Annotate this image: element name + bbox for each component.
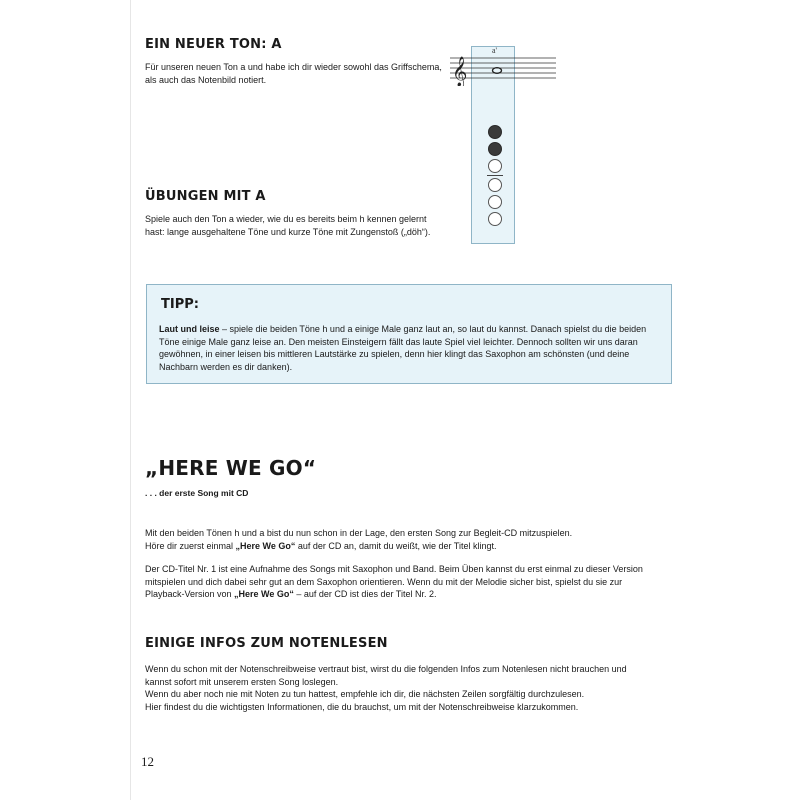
tip-text xyxy=(159,323,665,373)
fingering-separator xyxy=(487,175,503,176)
page-edge xyxy=(130,0,131,800)
section-title-new-tone: EIN NEUER TON: A xyxy=(145,37,282,52)
info-text xyxy=(145,663,655,713)
info-p3: Hier findest du die wichtigsten Informationen, die du brauchst, um mit der Notenschreibweise klarzukommen. xyxy=(145,701,579,712)
page-number: 12 xyxy=(141,754,154,769)
fingering-hole-6 xyxy=(488,212,502,226)
song-p3-pre: Der CD-Titel Nr. 1 ist eine Aufnahme des Songs mit Saxophon und Band. Beim Üben kannst du erst einmal zu dieser Version mitspielen und dich dabei sehr gut an dem Saxophon orientieren. Wenn du mit der Melodie sicher bist, spielst du sie zur Playback-Version von xyxy=(145,564,643,599)
new-tone-text: Für unseren neuen Ton a und habe ich dir wieder sowohl das Griffschema, als auch das Notenbild notiert. xyxy=(145,62,442,85)
song-p2-post: auf der CD an, damit du weißt, wie der Titel klingt. xyxy=(295,540,497,551)
whole-note xyxy=(493,68,502,74)
song-paragraph-1 xyxy=(145,527,665,552)
song-subtitle: . . . der erste Song mit CD xyxy=(145,488,249,498)
tip-box xyxy=(146,284,672,384)
fingering-hole-2 xyxy=(488,142,502,156)
song-p1-text: Mit den beiden Tönen h und a bist du nun schon in der Lage, den ersten Song zur Begleit-CD mitzuspielen. xyxy=(145,528,573,538)
section-title-exercises: ÜBUNGEN MIT A xyxy=(145,189,266,204)
fingering-hole-3 xyxy=(488,159,502,173)
song-paragraph-2 xyxy=(145,563,645,601)
fingering-hole-5 xyxy=(488,195,502,209)
song-p2-pre: Höre dir zuerst einmal xyxy=(145,540,236,551)
music-staff xyxy=(450,46,556,86)
info-p2: Wenn du aber noch nie mit Noten zu tun hattest, empfehle ich dir, die nächsten Zeilen sorgfältig durchzulesen. xyxy=(145,689,585,699)
tip-body: – spiele die beiden Töne h und a einige Male ganz laut an, so laut du kannst. Danach spielst du die beiden Töne einige Male ganz leise an. Den meisten Einsteigern fällt das laute Spiel viel leichter. Dennoch sollten wir uns daran gewöhnen, in einer leisen bis mittleren Lautstärke zu spielen, denn hier klingt das Saxophon am schönsten (und deine Nachbarn werden es dir danken). xyxy=(159,324,647,372)
fingering-hole-1 xyxy=(488,125,502,139)
info-p1: Wenn du schon mit der Notenschreibweise vertraut bist, wirst du die folgenden Infos zum Notenlesen nicht brauchen und kannst sofort mit unserem ersten Song loslegen. xyxy=(145,664,627,687)
treble-clef: 𝄞 xyxy=(452,57,468,86)
tip-title: TIPP: xyxy=(161,297,199,312)
song-p2-title: „Here We Go“ xyxy=(235,540,296,551)
fingering-hole-4 xyxy=(488,178,502,192)
tip-lead: Laut und leise xyxy=(159,324,220,334)
section-title-info: EINIGE INFOS ZUM NOTENLESEN xyxy=(145,636,388,651)
note-label: a' xyxy=(492,46,497,55)
song-p3-post: – auf der CD ist dies der Titel Nr. 2. xyxy=(293,589,437,599)
song-p3-title: „Here We Go“ xyxy=(234,589,294,599)
song-title: „HERE WE GO“ xyxy=(145,456,317,480)
exercises-text: Spiele auch den Ton a wieder, wie du es bereits beim h kennen gelernt hast: lange ausgehaltene Töne und kurze Töne mit Zungenstoß („döh“). xyxy=(145,214,431,237)
